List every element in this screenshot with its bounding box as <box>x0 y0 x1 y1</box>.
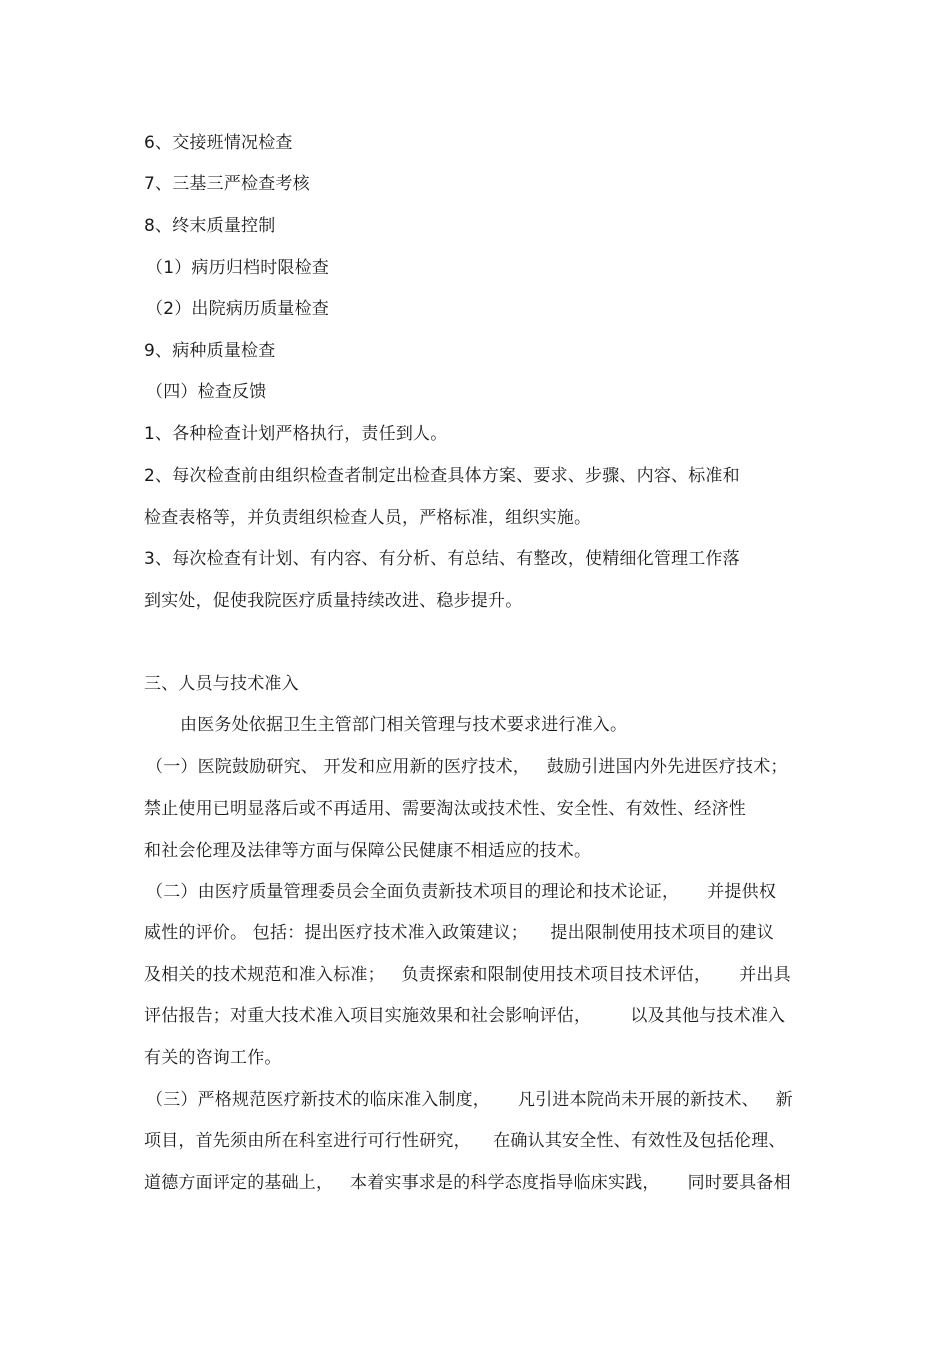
paragraph-line: 项目，首先须由所在科室进行可行性研究， 在确认其安全性、有效性及包括伦理、 <box>144 1131 786 1151</box>
sub-item-discharge-record-check: （2）出院病历质量检查 <box>146 299 330 319</box>
paragraph-line: 检查表格等，并负责组织检查人员，严格标准，组织实施。 <box>144 508 592 528</box>
paragraph-line: 由医务处依据卫生主管部门相关管理与技术要求进行准入。 <box>180 715 628 735</box>
paragraph-line: 禁止使用已明显落后或不再适用、需要淘汰或技术性、安全性、有效性、经济性 <box>144 799 746 819</box>
paragraph-line: 和社会伦理及法律等方面与保障公民健康不相适应的技术。 <box>144 841 592 861</box>
paragraph-line: 有关的咨询工作。 <box>144 1048 282 1068</box>
list-item-three-basics-check: 7、三基三严检查考核 <box>144 174 310 194</box>
list-item-shift-handover-check: 6、交接班情况检查 <box>144 133 293 153</box>
section-heading-personnel-tech-access: 三、人员与技术准入 <box>144 674 299 694</box>
sub-item-record-archiving-check: （1）病历归档时限检查 <box>146 258 330 278</box>
paragraph-line: （二）由医疗质量管理委员会全面负责新技术项目的理论和技术论证， 并提供权 <box>146 882 777 902</box>
paragraph-line: 2、每次检查前由组织检查者制定出检查具体方案、要求、步骤、内容、标准和 <box>144 466 740 486</box>
paragraph-line: 威性的评价。 包括：提出医疗技术准入政策建议； 提出限制使用技术项目的建议 <box>144 923 775 943</box>
paragraph-line: 3、每次检查有计划、有内容、有分析、有总结、有整改，使精细化管理工作落 <box>144 549 740 569</box>
subsection-heading-feedback: （四）检查反馈 <box>146 382 267 402</box>
list-item-final-quality-control: 8、终末质量控制 <box>144 216 276 236</box>
paragraph-line: 1、各种检查计划严格执行，责任到人。 <box>144 424 448 444</box>
paragraph-line: 及相关的技术规范和准入标准； 负责探索和限制使用技术项目技术评估， 并出具 <box>144 965 791 985</box>
paragraph-line: （一）医院鼓励研究、 开发和应用新的医疗技术， 鼓励引进国内外先进医疗技术； <box>146 757 788 777</box>
paragraph-line: 到实处，促使我院医疗质量持续改进、稳步提升。 <box>144 591 523 611</box>
list-item-disease-quality-check: 9、病种质量检查 <box>144 341 276 361</box>
paragraph-line: 道德方面评定的基础上， 本着实事求是的科学态度指导临床实践， 同时要具备相 <box>144 1173 791 1193</box>
paragraph-line: 评估报告；对重大技术准入项目实施效果和社会影响评估， 以及其他与技术准入 <box>144 1006 786 1026</box>
paragraph-line: （三）严格规范医疗新技术的临床准入制度， 凡引进本院尚未开展的新技术、 新 <box>146 1090 793 1110</box>
